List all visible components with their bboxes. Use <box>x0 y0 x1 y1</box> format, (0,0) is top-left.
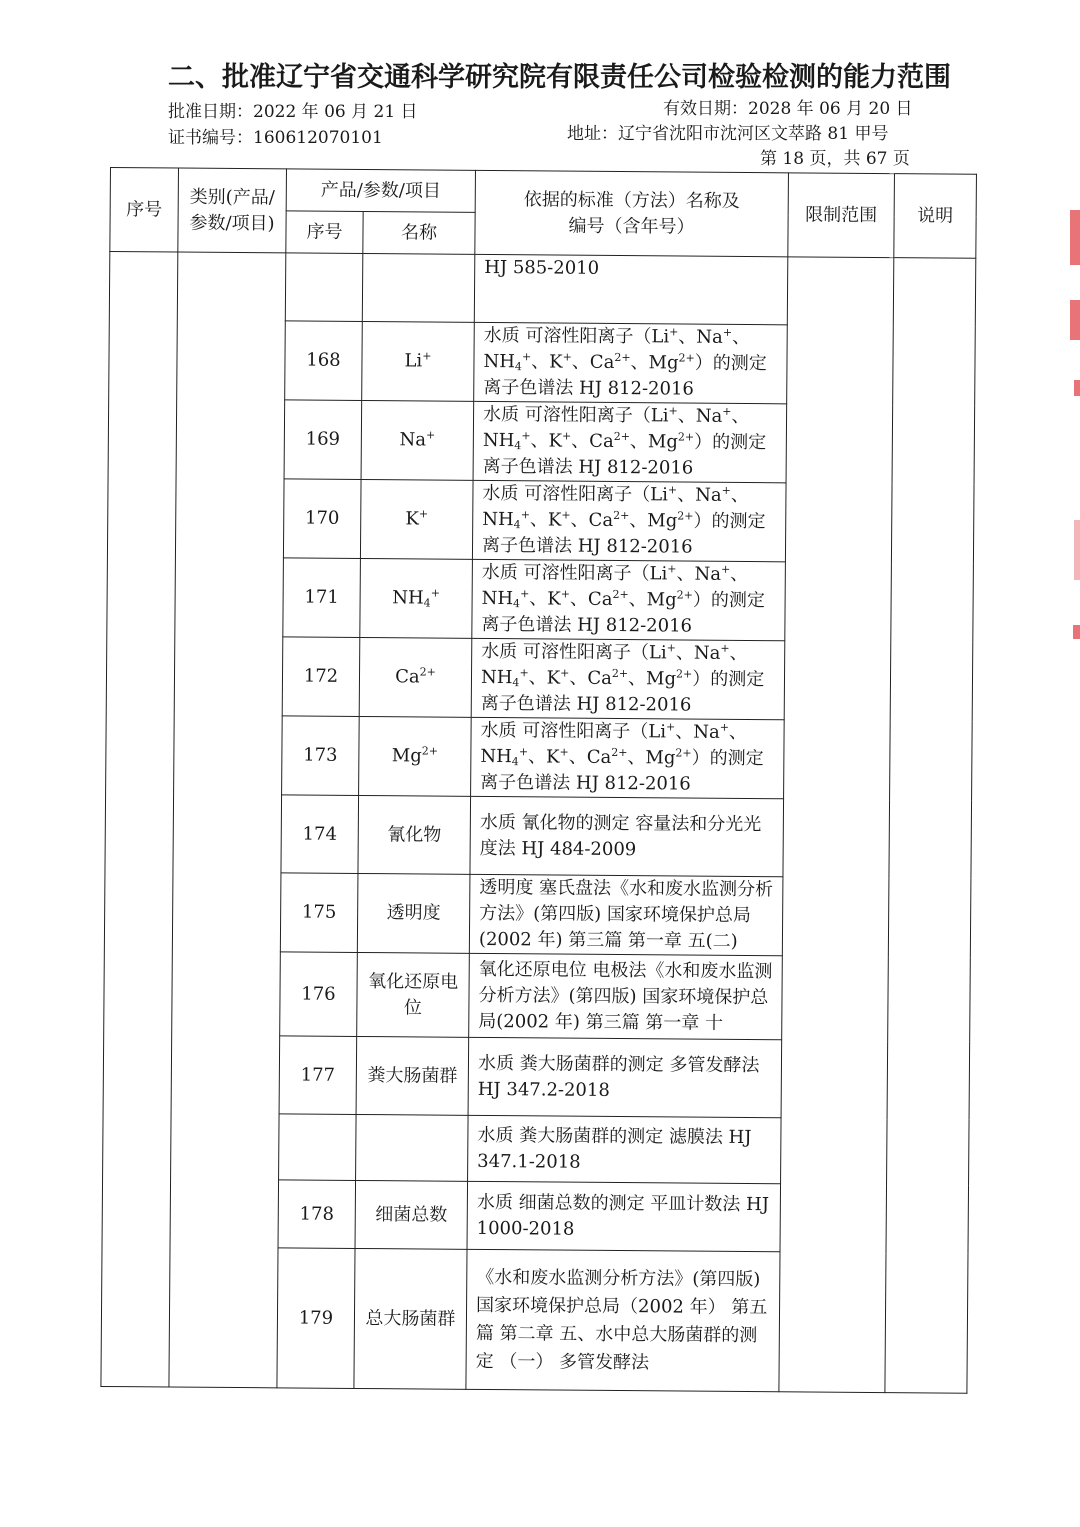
item-name: Na+ <box>361 400 474 480</box>
item-name: $NH_4^+$ <box>360 558 473 638</box>
item-number: 174 <box>281 795 359 874</box>
header-note: 说明 <box>894 174 977 259</box>
item-number: 178 <box>278 1180 356 1249</box>
item-name: $Mg^{2+}$ <box>359 716 472 796</box>
item-name: 氰化物 <box>358 795 471 874</box>
header-standard: 依据的标准（方法）名称及编号（含年号） <box>475 170 789 256</box>
item-number <box>279 1114 357 1181</box>
standard-text: 水质 氰化物的测定 容量法和分光光度法 HJ 484-2009 <box>470 796 784 876</box>
page-title: 二、批准辽宁省交通科学研究院有限责任公司检验检测的能力范围 <box>168 62 951 93</box>
item-name: 总大肠菌群 <box>354 1248 467 1389</box>
standard-text: HJ 585-2010 <box>474 254 788 324</box>
standard-text: 水质 可溶性阳离子（Li+、Na+、$NH_4^+$、K+、$Ca^{2+}$、$Mg^{2+}$）的测定 离子色谱法 HJ 812-2016 <box>474 322 788 403</box>
item-number: 175 <box>280 873 358 953</box>
stamp-fragment <box>1073 625 1080 639</box>
item-name: 粪大肠菌群 <box>356 1036 469 1115</box>
limit-cell <box>779 257 894 1393</box>
item-name: Li+ <box>362 321 475 401</box>
item-number: 168 <box>285 321 363 401</box>
item-number: 171 <box>283 558 361 638</box>
standard-text: 水质 粪大肠菌群的测定 滤膜法 HJ 347.1-2018 <box>468 1115 782 1183</box>
standard-text: 水质 可溶性阳离子（Li+、Na+、$NH_4^+$、K+、$Ca^{2+}$、$Mg^{2+}$）的测定 离子色谱法 HJ 812-2016 <box>472 480 786 561</box>
standard-text: 透明度 塞氏盘法《水和废水监测分析方法》(第四版) 国家环境保护总局(2002 年) 第三篇 第一章 五(二) <box>469 874 783 955</box>
stamp-fragment <box>1074 380 1080 396</box>
certificate-number: 证书编号：160612070101 <box>168 128 383 148</box>
item-number: 177 <box>279 1036 357 1115</box>
item-number: 169 <box>284 400 362 480</box>
header-product-group: 产品/参数/项目 <box>286 169 475 212</box>
standard-text: 水质 可溶性阳离子（Li+、Na+、$NH_4^+$、K+、$Ca^{2+}$、$Mg^{2+}$）的测定 离子色谱法 HJ 812-2016 <box>471 638 785 719</box>
stamp-fragment <box>1070 300 1080 340</box>
item-number: 173 <box>282 716 360 796</box>
standard-text: 水质 细菌总数的测定 平皿计数法 HJ 1000-2018 <box>467 1181 781 1251</box>
note-cell <box>885 258 976 1394</box>
header-limit: 限制范围 <box>788 173 895 258</box>
header-category: 类别(产品/参数/项目) <box>178 168 287 253</box>
item-name: K+ <box>360 479 473 559</box>
standard-text: 水质 可溶性阳离子（Li+、Na+、$NH_4^+$、K+、$Ca^{2+}$、$Mg^{2+}$）的测定 离子色谱法 HJ 812-2016 <box>473 401 787 482</box>
approval-date: 批准日期：2022 年 06 月 21 日 <box>168 102 418 122</box>
item-name <box>362 253 475 322</box>
table-row <box>109 252 976 327</box>
header-seq: 序号 <box>110 168 179 253</box>
item-number: 176 <box>280 952 358 1037</box>
valid-date: 有效日期：2028 年 06 月 20 日 <box>663 99 913 119</box>
header-sub-name: 名称 <box>363 211 475 254</box>
item-name: 透明度 <box>357 873 470 953</box>
standard-text: 水质 可溶性阳离子（Li+、Na+、$NH_4^+$、K+、$Ca^{2+}$、$Mg^{2+}$）的测定 离子色谱法 HJ 812-2016 <box>472 559 786 640</box>
header-sub-seq: 序号 <box>286 211 363 254</box>
item-number <box>285 253 363 322</box>
page-info: 第 18 页，共 67 页 <box>760 149 910 169</box>
item-number: 172 <box>282 637 360 717</box>
standard-text: 《水和废水监测分析方法》(第四版) 国家环境保护总局（2002 年） 第五篇 第二章 五、水中总大肠菌群的测定 （一） 多管发酵法 <box>466 1249 780 1391</box>
item-name: $Ca^{2+}$ <box>359 637 472 717</box>
item-name <box>356 1114 469 1181</box>
standard-text: 水质 可溶性阳离子（Li+、Na+、$NH_4^+$、K+、$Ca^{2+}$、$Mg^{2+}$）的测定 离子色谱法 HJ 812-2016 <box>471 717 785 798</box>
address: 地址：辽宁省沈阳市沈河区文萃路 81 甲号 <box>567 124 889 144</box>
stamp-fragment <box>1070 210 1080 265</box>
seq-cell <box>101 252 178 1387</box>
stamp-fragment <box>1074 520 1080 580</box>
capability-scope-table <box>100 167 977 1394</box>
item-name: 细菌总数 <box>355 1180 468 1249</box>
standard-text: 氧化还原电位 电极法《水和废水监测分析方法》(第四版) 国家环境保护总局(2002 年) 第三篇 第一章 十 <box>469 953 783 1039</box>
standard-text: 水质 粪大肠菌群的测定 多管发酵法 HJ 347.2-2018 <box>468 1037 782 1117</box>
item-number: 170 <box>283 479 361 559</box>
item-number: 179 <box>277 1248 355 1389</box>
category-cell <box>169 252 286 1388</box>
item-name: 氧化还原电位 <box>357 952 470 1037</box>
